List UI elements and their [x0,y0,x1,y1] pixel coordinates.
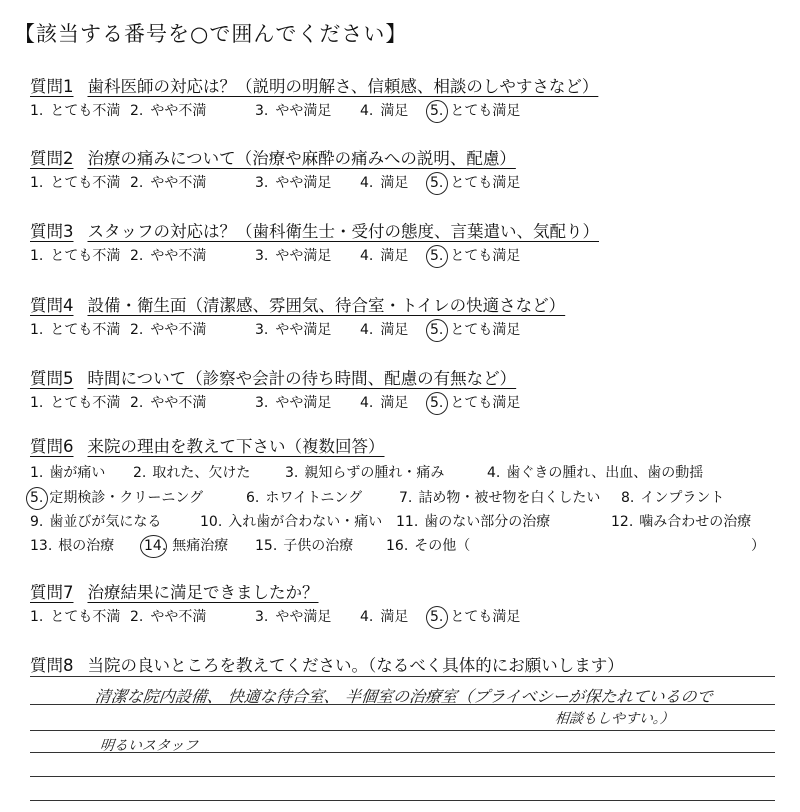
q4-option-3[interactable] [255,319,331,339]
q7-option-1-label: とても不満 [50,609,121,625]
answer-line-3 [30,730,775,731]
q5-option-4-number: 4. [360,395,374,411]
q5-option-5-label: とても満足 [450,395,521,411]
q8-title [30,652,624,676]
q7-option-5[interactable] [430,606,520,626]
q7-option-4-number: 4. [360,609,374,625]
q6-option-9[interactable] [30,511,161,531]
q2-option-2-number: 2. [130,175,144,191]
q2-option-1[interactable] [30,172,120,192]
q3-option-4-number: 4. [360,248,374,264]
q6-option-3-number: 3. [285,465,299,481]
q5-option-4[interactable] [360,392,408,412]
q6-option-16-label: その他（ [414,538,471,554]
q7-option-4[interactable] [360,606,408,626]
q7-title [30,579,319,603]
q1-title [30,73,598,97]
q3-option-5-label: とても満足 [450,248,521,264]
q4-number: 質問4 [30,296,74,315]
q2-option-3[interactable] [255,172,331,192]
q1-option-3[interactable] [255,100,331,120]
q3-option-5[interactable] [430,245,520,265]
q3-option-4[interactable] [360,245,408,265]
q5-option-3-label: やや満足 [275,395,332,411]
q3-option-3-label: やや満足 [275,248,332,264]
q4-option-1-number: 1. [30,322,44,338]
q1-options [0,100,800,120]
q3-options [0,245,800,265]
q2-option-2[interactable] [130,172,206,192]
q4-option-2-number: 2. [130,322,144,338]
q6-option-11-number: 11. [396,514,419,530]
q1-option-2-label: やや不満 [150,103,207,119]
answer-line-6 [30,800,775,801]
q6-title [30,433,385,457]
q1-option-2-number: 2. [130,103,144,119]
q7-option-1-number: 1. [30,609,44,625]
q2-option-4-label: 満足 [380,175,409,191]
q1-option-5[interactable] [430,100,520,120]
q3-option-3[interactable] [255,245,331,265]
q6-option-2-number: 2. [133,465,147,481]
q5-option-2-number: 2. [130,395,144,411]
q6-other-close-paren: ） [751,538,765,554]
q6-option-14-number: 14. [144,538,167,554]
answer-line-1 [30,676,775,677]
q6-option-12[interactable] [611,511,751,531]
q6-option-1-label: 歯が痛い [49,465,106,481]
q7-option-2-number: 2. [130,609,144,625]
q4-option-5[interactable] [430,319,520,339]
q6-option-11[interactable] [396,511,550,531]
q6-option-8[interactable] [621,487,724,507]
q3-number: 質問3 [30,222,74,241]
q6-option-4[interactable] [487,462,703,482]
q5-option-3-number: 3. [255,395,269,411]
q6-option-7-label: 詰め物・被せ物を白くしたい [418,490,601,506]
q6-option-14[interactable] [144,535,228,555]
q4-option-4-label: 満足 [380,322,409,338]
q6-option-4-label: 歯ぐきの腫れ、出血、歯の動揺 [506,465,704,481]
q7-option-4-label: 満足 [380,609,409,625]
q5-option-1-label: とても不満 [50,395,121,411]
q6-option-10-number: 10. [200,514,223,530]
q5-option-1-number: 1. [30,395,44,411]
q6-option-15-number: 15. [255,538,278,554]
q3-option-1[interactable] [30,245,120,265]
q5-options [0,392,800,412]
q3-option-4-label: 満足 [380,248,409,264]
q6-option-6[interactable] [246,487,362,507]
q4-options [0,319,800,339]
q8-text: 当院の良いところを教えてください。（なるべく具体的にお願いします） [87,656,624,675]
q6-option-7-number: 7. [399,490,413,506]
q6-option-13-number: 13. [30,538,53,554]
q2-title [30,145,516,169]
q5-option-3[interactable] [255,392,331,412]
q1-option-5-number: 5. [430,103,444,119]
q6-option-10[interactable] [200,511,382,531]
q2-option-5[interactable] [430,172,520,192]
q1-option-1-label: とても不満 [50,103,121,119]
q2-option-5-number: 5. [430,175,444,191]
q3-option-2-label: やや不満 [150,248,207,264]
q1-option-1-number: 1. [30,103,44,119]
q5-text: 時間について（診察や会計の待ち時間、配慮の有無など） [87,369,517,388]
q3-option-2[interactable] [130,245,206,265]
q5-option-5-number: 5. [430,395,444,411]
q3-text: スタッフの対応は？（歯科衛生士・受付の態度、言葉遣い、気配り） [87,222,599,241]
q1-text: 歯科医師の対応は？（説明の明解さ、信頼感、相談のしやすさなど） [87,77,599,96]
q3-option-1-number: 1. [30,248,44,264]
q6-option-1[interactable] [30,462,105,482]
q6-option-4-number: 4. [487,465,501,481]
q4-option-2-label: やや不満 [150,322,207,338]
q6-text: 来院の理由を教えて下さい（複数回答） [87,437,385,456]
q4-option-5-number: 5. [430,322,444,338]
handwritten-answer-line-1: 清潔な院内設備、 快適な待合室、 半個室の治療室（プライベシーが保たれているので [93,687,714,706]
q4-option-2[interactable] [130,319,206,339]
q5-option-1[interactable] [30,392,120,412]
q7-option-5-label: とても満足 [450,609,521,625]
q6-option-15-label: 子供の治療 [283,538,354,554]
q4-option-4[interactable] [360,319,408,339]
q7-option-2[interactable] [130,606,206,626]
q6-option-14-label: 無痛治療 [172,538,229,554]
q7-option-3[interactable] [255,606,331,626]
q6-option-6-number: 6. [246,490,260,506]
q6-option-5-label: 定期検診・クリーニング [49,490,204,506]
q6-option-6-label: ホワイトニング [265,490,363,506]
q5-option-5[interactable] [430,392,520,412]
q6-option-8-label: インプラント [640,490,725,506]
q5-option-2[interactable] [130,392,206,412]
q6-option-2-label: 取れた、欠けた [152,465,251,481]
q7-option-5-number: 5. [430,609,444,625]
q8-number: 質問8 [30,656,74,675]
handwritten-answer-line-2: 相談もしやすい。） [554,711,675,727]
q4-option-5-label: とても満足 [450,322,521,338]
q1-option-4-label: 満足 [380,103,409,119]
q2-option-3-number: 3. [255,175,269,191]
q6-option-9-label: 歯並びが気になる [49,514,162,530]
q1-option-4[interactable] [360,100,408,120]
q1-option-5-label: とても満足 [450,103,521,119]
q7-text: 治療結果に満足できましたか？ [87,583,319,602]
q6-option-7[interactable] [399,487,600,507]
q2-number: 質問2 [30,149,74,168]
q4-title [30,292,565,316]
q1-option-1[interactable] [30,100,120,120]
q6-option-13-label: 根の治療 [58,538,115,554]
q6-option-10-label: 入れ歯が合わない・痛い [228,514,383,530]
q7-number: 質問7 [30,583,74,602]
q1-option-2[interactable] [130,100,206,120]
q6-option-11-label: 歯のない部分の治療 [424,514,551,530]
q6-option-3-label: 親知らずの腫れ・痛み [304,465,445,481]
q2-text: 治療の痛みについて（治療や麻酔の痛みへの説明、配慮） [87,149,516,168]
handwritten-answer-line-3: 明るいスタッフ [99,738,199,754]
q3-option-2-number: 2. [130,248,144,264]
q4-option-3-number: 3. [255,322,269,338]
q1-number: 質問1 [30,77,74,96]
q2-option-3-label: やや満足 [275,175,332,191]
q3-option-3-number: 3. [255,248,269,264]
q5-title [30,365,516,389]
q7-option-2-label: やや不満 [150,609,207,625]
q2-option-4[interactable] [360,172,408,192]
q6-option-12-label: 噛み合わせの治療 [639,514,752,530]
q4-text: 設備・衛生面（清潔感、雰囲気、待合室・トイレの快適さなど） [87,296,566,315]
q7-option-3-label: やや満足 [275,609,332,625]
q4-option-3-label: やや満足 [275,322,332,338]
q1-option-3-number: 3. [255,103,269,119]
q2-option-5-label: とても満足 [450,175,521,191]
q4-option-1[interactable] [30,319,120,339]
q4-option-1-label: とても不満 [50,322,121,338]
q6-option-5-number: 5. [30,490,44,506]
instruction-header: 【該当する番号を○で囲んでください】 [14,22,408,46]
q6-option-8-number: 8. [621,490,635,506]
q7-option-1[interactable] [30,606,120,626]
q3-option-1-label: とても不満 [50,248,121,264]
q7-option-3-number: 3. [255,609,269,625]
q5-number: 質問5 [30,369,74,388]
q6-option-5[interactable] [30,487,203,507]
q2-option-4-number: 4. [360,175,374,191]
q6-option-12-number: 12. [611,514,634,530]
q6-number: 質問6 [30,437,74,456]
q6-option-3[interactable] [285,462,444,482]
q2-options [0,172,800,192]
q7-options [0,606,800,626]
q1-option-4-number: 4. [360,103,374,119]
q2-option-2-label: やや不満 [150,175,207,191]
q6-option-1-number: 1. [30,465,44,481]
q1-option-3-label: やや満足 [275,103,332,119]
q3-option-5-number: 5. [430,248,444,264]
q6-option-16[interactable] [386,535,470,555]
q6-option-16-number: 16. [386,538,409,554]
q2-option-1-label: とても不満 [50,175,121,191]
answer-line-5 [30,776,775,777]
q6-option-13[interactable] [30,535,114,555]
q5-option-4-label: 満足 [380,395,409,411]
q6-option-2[interactable] [133,462,250,482]
q2-option-1-number: 1. [30,175,44,191]
q4-option-4-number: 4. [360,322,374,338]
q3-title [30,218,599,242]
q6-option-15[interactable] [255,535,353,555]
q6-option-9-number: 9. [30,514,44,530]
q5-option-2-label: やや不満 [150,395,207,411]
